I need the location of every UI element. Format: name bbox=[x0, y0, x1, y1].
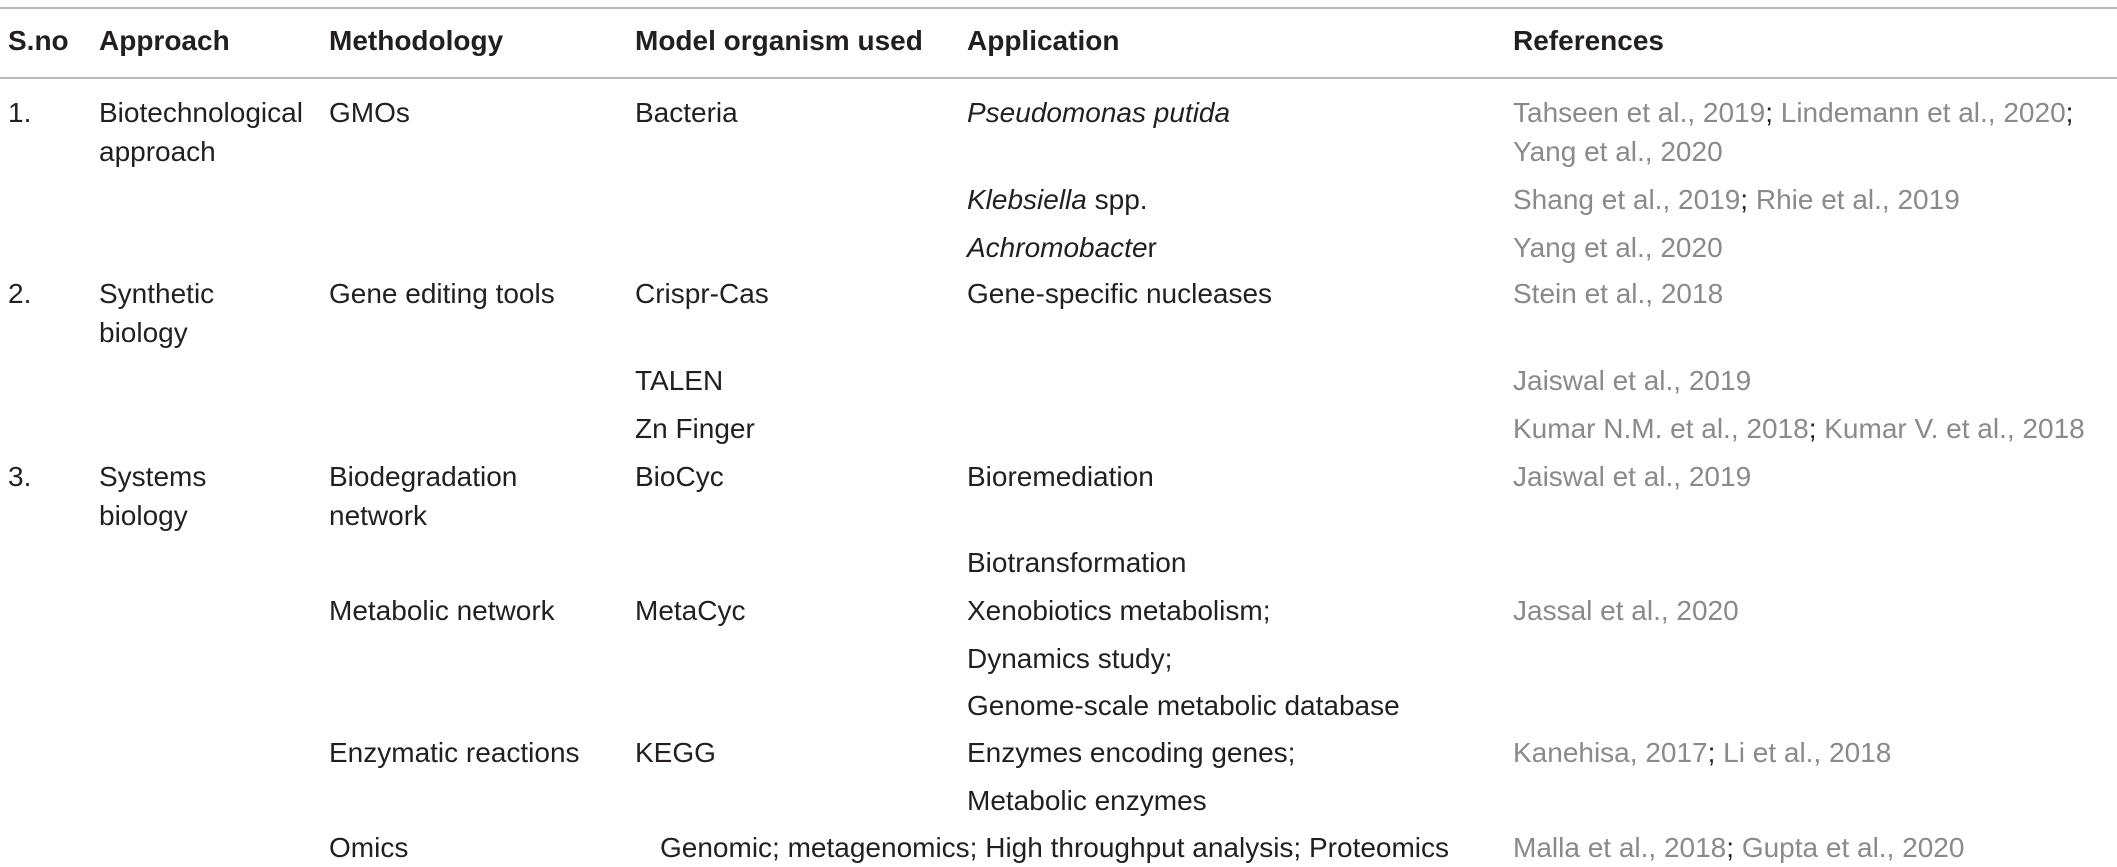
row2-approach-line1: Synthetic bbox=[99, 278, 215, 309]
reference-link[interactable]: Jassal et al., 2020 bbox=[1513, 595, 1739, 626]
header-sno: S.no bbox=[8, 25, 69, 56]
row1-references-1: Tahseen et al., 2019; Lindemann et al., 2020; bbox=[1513, 97, 2074, 128]
header-application: Application bbox=[967, 25, 1120, 56]
top-rule bbox=[0, 7, 2117, 9]
row1-approach-line1: Biotechnological bbox=[99, 97, 303, 128]
reference-link[interactable]: Kumar N.M. et al., 2018 bbox=[1513, 413, 1809, 444]
row3-methodology-3: Enzymatic reactions bbox=[329, 737, 580, 768]
reference-link[interactable]: Malla et al., 2018 bbox=[1513, 832, 1727, 863]
row3-references-3: Kanehisa, 2017; Li et al., 2018 bbox=[1513, 737, 1892, 768]
row2-organism-2: TALEN bbox=[635, 365, 724, 396]
row1-application-2: Klebsiella spp. bbox=[967, 184, 1148, 215]
row1-methodology: GMOs bbox=[329, 97, 410, 128]
row3-methodology-4: Omics bbox=[329, 832, 409, 863]
row2-application-1: Gene-specific nucleases bbox=[967, 278, 1273, 309]
row1-application-3: Achromobacter bbox=[967, 232, 1157, 263]
row3-approach-line1: Systems bbox=[99, 461, 207, 492]
header-methodology: Methodology bbox=[329, 25, 504, 56]
header-organism: Model organism used bbox=[635, 25, 923, 56]
reference-link[interactable]: Yang et al., 2020 bbox=[1513, 232, 1723, 263]
reference-link[interactable]: Li et al., 2018 bbox=[1723, 737, 1892, 768]
reference-link[interactable]: Tahseen et al., 2019 bbox=[1513, 97, 1766, 128]
row1-application-1: Pseudomonas putida bbox=[967, 97, 1231, 128]
reference-link[interactable]: Jaiswal et al., 2019 bbox=[1513, 461, 1752, 492]
row3-methodology-2: Metabolic network bbox=[329, 595, 555, 626]
row3-references-4: Malla et al., 2018; Gupta et al., 2020 bbox=[1513, 832, 1965, 863]
row3-references-2 bbox=[1513, 592, 1739, 630]
reference-link[interactable]: Rhie et al., 2019 bbox=[1755, 184, 1960, 215]
reference-link[interactable]: Jaiswal et al., 2019 bbox=[1513, 365, 1752, 396]
reference-link[interactable]: Gupta et al., 2020 bbox=[1741, 832, 1965, 863]
reference-link[interactable]: Shang et al., 2019 bbox=[1513, 184, 1741, 215]
row3-application-3b: Metabolic enzymes bbox=[967, 785, 1207, 816]
reference-link[interactable]: Kanehisa, 2017 bbox=[1513, 737, 1708, 768]
row2-references-3: Kumar N.M. et al., 2018; Kumar V. et al., 2018 bbox=[1513, 413, 2085, 444]
row3-organism-1: BioCyc bbox=[635, 461, 724, 492]
reference-link[interactable]: Kumar V. et al., 2018 bbox=[1824, 413, 2085, 444]
row2-references-1 bbox=[1513, 275, 1723, 313]
row3-references-1 bbox=[1513, 458, 1751, 496]
row3-organism-3: KEGG bbox=[635, 737, 716, 768]
row2-approach-line2: biology bbox=[99, 317, 188, 348]
row3-organism-2: MetaCyc bbox=[635, 595, 746, 626]
row2-sno: 2. bbox=[8, 278, 32, 309]
row3-approach-line2: biology bbox=[99, 500, 188, 531]
reference-link[interactable]: Lindemann et al., 2020 bbox=[1780, 97, 2066, 128]
row1-references-1-cont bbox=[1513, 133, 1723, 171]
row3-organism-4: Genomic; metagenomics; High throughput analysis; Proteomics bbox=[660, 832, 1450, 863]
row2-organism-1: Crispr-Cas bbox=[635, 278, 769, 309]
row3-application-1b: Biotransformation bbox=[967, 547, 1187, 578]
row2-organism-3: Zn Finger bbox=[635, 413, 755, 444]
header-references: References bbox=[1513, 25, 1664, 56]
row1-approach-line2: approach bbox=[99, 136, 216, 167]
row2-methodology: Gene editing tools bbox=[329, 278, 555, 309]
row3-sno: 3. bbox=[8, 461, 32, 492]
row1-organism: Bacteria bbox=[635, 97, 738, 128]
row3-application-2b: Dynamics study; bbox=[967, 643, 1173, 674]
row3-methodology-1-line2: network bbox=[329, 500, 428, 531]
row1-references-2: Shang et al., 2019; Rhie et al., 2019 bbox=[1513, 184, 1960, 215]
row3-application-2a: Xenobiotics metabolism; bbox=[967, 595, 1271, 626]
row2-references-2 bbox=[1513, 362, 1751, 400]
reference-link[interactable]: Yang et al., 2020 bbox=[1513, 136, 1723, 167]
reference-link[interactable]: Stein et al., 2018 bbox=[1513, 278, 1724, 309]
row3-application-1: Bioremediation bbox=[967, 461, 1154, 492]
row1-references-3 bbox=[1513, 229, 1723, 267]
row3-methodology-1-line1: Biodegradation bbox=[329, 461, 518, 492]
row1-sno: 1. bbox=[8, 97, 32, 128]
row3-application-2c: Genome-scale metabolic database bbox=[967, 690, 1400, 721]
row3-application-3a: Enzymes encoding genes; bbox=[967, 737, 1296, 768]
header-rule bbox=[0, 77, 2117, 79]
header-approach: Approach bbox=[99, 25, 230, 56]
